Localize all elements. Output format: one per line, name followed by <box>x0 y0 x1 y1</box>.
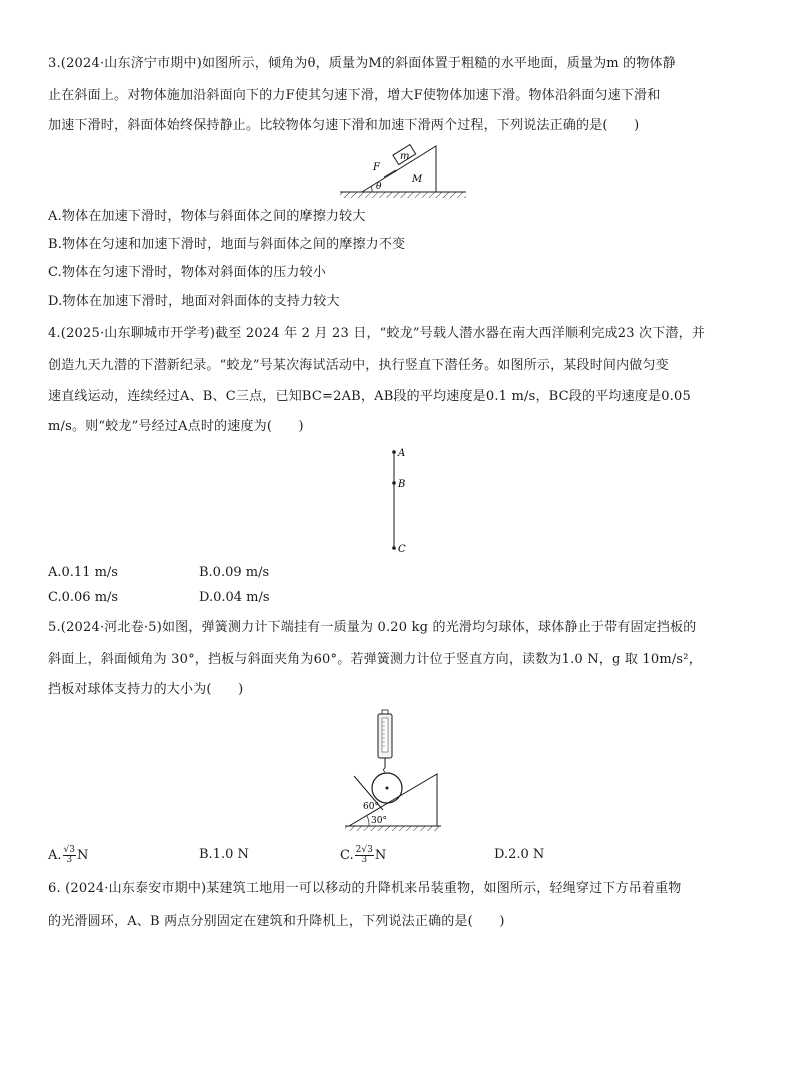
q5-option-a-unit: N <box>77 848 89 863</box>
q4-stem-line-3: 速直线运动，连续经过A、B、C三点，已知BC=2AB，AB段的平均速度是0.1 m/s，BC段的平均速度是0.05 <box>48 389 691 404</box>
q5-spring-ball-figure <box>345 708 455 833</box>
point-A <box>392 450 396 454</box>
q3-incline-figure <box>338 140 468 200</box>
label-30: 30° <box>371 816 387 826</box>
q5-option-c-unit: N <box>374 848 387 863</box>
q5-option-b: B.1.0 N <box>199 847 249 862</box>
q3-stem-line-2: 止在斜面上。对物体施加沿斜面向下的力F使其匀速下滑，增大F使物体加速下滑。物体沿斜面匀速下滑和 <box>48 88 661 103</box>
label-A: A <box>398 448 406 459</box>
q4-stem-line-4: m/s。则“蛟龙”号经过A点时的速度为( ) <box>48 419 304 434</box>
q5-option-a-fraction <box>63 846 76 865</box>
point-B <box>392 481 396 485</box>
q3-stem-line-3: 加速下滑时，斜面体始终保持静止。比较物体匀速下滑和加速下滑两个过程，下列说法正确的是( ) <box>48 118 640 133</box>
q3-option-c: C.物体在匀速下滑时，物体对斜面体的压力较小 <box>48 265 327 280</box>
q3-stem-line-1: 3.(2024·山东济宁市期中)如图所示，倾角为θ，质量为M的斜面体置于粗糙的水平地面，质量为m 的物体静 <box>48 56 676 71</box>
q3-option-d: D.物体在加速下滑时，地面对斜面体的支持力较大 <box>48 294 340 309</box>
ground-hatch <box>340 192 466 198</box>
spring-scale-window <box>382 718 388 752</box>
label-F: F <box>373 162 380 173</box>
point-C <box>392 546 396 550</box>
label-60: 60° <box>363 802 379 812</box>
q5-stem-line-1: 5.(2024·河北卷·5)如图，弹簧测力计下端挂有一质量为 0.20 kg 的光滑均匀球体，球体静止于带有固定挡板的 <box>48 620 697 635</box>
q4-stem-line-1: 4.(2025·山东聊城市开学考)截至 2024 年 2 月 23 日，“蛟龙”号载人潜水器在南大西洋顺利完成23 次下潜，并 <box>48 326 706 341</box>
q4-option-d: D.0.04 m/s <box>199 590 270 605</box>
q5-option-a-denominator: 3 <box>66 855 73 865</box>
angle-arc <box>371 186 372 192</box>
q5-option-c-prefix: C. <box>340 848 354 863</box>
q5-option-d: D.2.0 N <box>494 847 545 862</box>
q4-vertical-line-figure <box>385 446 425 556</box>
label-M: M <box>412 174 423 185</box>
q4-stem-line-2: 创造九天九潜的下潜新纪录。“蛟龙”号某次海试活动中，执行竖直下潜任务。如图所示，某段时间内做匀变 <box>48 358 669 373</box>
label-B: B <box>398 479 406 490</box>
q5-option-c <box>340 846 386 865</box>
label-C: C <box>398 544 406 555</box>
label-m: m <box>400 151 410 162</box>
q5-option-c-numerator: 2√3 <box>355 845 373 855</box>
q5-option-c-fraction <box>355 846 374 865</box>
q3-option-b: B.物体在匀速和加速下滑时，地面与斜面体之间的摩擦力不变 <box>48 237 406 252</box>
q5-option-a <box>48 846 88 865</box>
q4-option-b: B.0.09 m/s <box>199 565 270 580</box>
q5-option-a-prefix: A. <box>48 848 62 863</box>
q4-option-a: A.0.11 m/s <box>48 565 118 580</box>
q6-stem-line-2: 的光滑圆环，A、B 两点分别固定在建筑和升降机上，下列说法正确的是( ) <box>48 914 505 929</box>
label-theta: θ <box>376 182 382 192</box>
force-F-arrow <box>384 170 396 177</box>
q5-stem-line-2: 斜面上，斜面倾角为 30°，挡板与斜面夹角为60°。若弹簧测力计位于竖直方向，读数为1.0 N，g 取 10m/s²， <box>48 652 702 667</box>
q4-option-c: C.0.06 m/s <box>48 590 119 605</box>
q5-option-a-numerator: √3 <box>63 845 75 855</box>
ball-center <box>386 787 389 790</box>
q6-stem-line-1: 6. (2024·山东泰安市期中)某建筑工地用一可以移动的升降机来吊装重物，如图所示，轻绳穿过下方吊着重物 <box>48 881 682 896</box>
q5-stem-line-3: 挡板对球体支持力的大小为( ) <box>48 682 244 697</box>
angle-arc-30 <box>367 816 369 826</box>
q5-option-c-denominator: 3 <box>361 855 368 865</box>
ground-hatch <box>345 826 441 831</box>
spring-scale-hook-top <box>382 710 388 714</box>
q3-option-a: A.物体在加速下滑时，物体与斜面体之间的摩擦力较大 <box>48 209 366 224</box>
